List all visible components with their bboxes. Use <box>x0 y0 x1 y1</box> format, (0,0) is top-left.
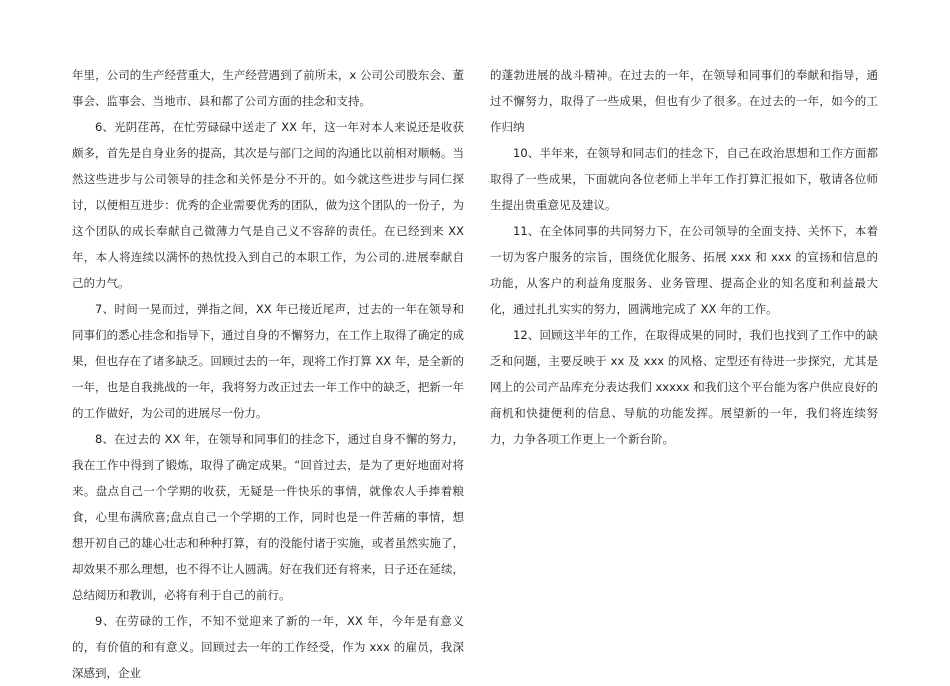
paragraph-continuation: 年里，公司的生产经营重大，生产经营遇到了前所未，x 公司公司股东会、董事会、监事会、当地市、县和都了公司方面的挂念和支持。 <box>72 68 464 108</box>
paragraph-9: 9、在劳碌的工作，不知不觉迎来了新的一年，XX 年，今年是有意义的，有价值的和有意义。回顾过去一年的工作经受，作为 xxx 的雇员，我深深感到，企业 <box>72 614 464 680</box>
paragraph-12: 12、回顾这半年的工作，在取得成果的同时，我们也找到了工作中的缺乏和问题，主要反映于 xx 及 xxx 的风格、定型还有待进一步探究，尤其是网上的公司产品库充分表达我们 xxxxx 和我们这个平台能为客户供应良好的商机和快捷便利的信息、导航的功能发挥。展望新的一年，我们将连续努力，力争各项工作更上一个新台阶。 <box>490 328 878 446</box>
paragraph-7: 7、时间一晃而过，弹指之间，XX 年已接近尾声，过去的一年在领导和同事们的悉心挂念和指导下，通过自身的不懈努力，在工作上取得了确定的成果，但也存在了诸多缺乏。回顾过去的一年，现将工作打算 XX 年，是全新的一年，也是自我挑战的一年，我将努力改正过去一年工作中的缺乏，把新一年的工作做好，为公司的进展尽一份力。 <box>72 302 464 420</box>
paragraph-11: 11、在全体同事的共同努力下，在公司领导的全面支持、关怀下，本着一切为客户服务的宗旨，围绕优化服务、拓展 xxx 和 xxx 的宣扬和信息的功能，从客户的利益角度服务、业务管理、提高企业的知名度和利益最大化，通过扎扎实实的努力，圆满地完成了 XX 年的工作。 <box>490 224 878 316</box>
paragraph-continuation: 的蓬勃进展的战斗精神。在过去的一年，在领导和同事们的奉献和指导，通过不懈努力，取得了一些成果，但也有少了很多。在过去的一年，如今的工作归纳 <box>490 68 878 134</box>
right-text-column <box>490 62 878 452</box>
left-text-column <box>72 62 464 686</box>
paragraph-8: 8、在过去的 XX 年，在领导和同事们的挂念下，通过自身不懈的努力，我在工作中得到了锻炼，取得了确定成果。“回首过去，是为了更好地面对将来。盘点自己一个学期的收获，无疑是一件快乐的事情，就像农人手捧着粮食，心里布满欣喜;盘点自己一个学期的工作，同时也是一件苦痛的事情，想想开初自己的雄心壮志和种种打算，有的没能付诸于实施，或者虽然实施了，却效果不那么理想，也不得不让人圆满。好在我们还有将来，日子还在延续，总结阅历和教训，必将有利于自己的前行。 <box>72 432 464 602</box>
paragraph-10: 10、半年来，在领导和同志们的挂念下，自己在政治思想和工作方面都取得了一些成果，下面就向各位老师上半年工作打算汇报如下，敬请各位师生提出贵重意见及建议。 <box>490 146 878 212</box>
paragraph-6: 6、光阴荏苒，在忙劳碌碌中送走了 XX 年，这一年对本人来说还是收获颇多，首先是自身业务的提高，其次是与部门之间的沟通比以前相对顺畅。当然这些进步与公司领导的挂念和关怀是分不开的。如今就这些进步与同仁探讨，以便相互进步：优秀的企业需要优秀的团队，做为这个团队的一份子，为这个团队的成长奉献自己微薄力气是自己义不容辞的责任。在已经到来 XX 年，本人将连续以满怀的热忱投入到自己的本职工作，为公司的.进展奉献自己的力气。 <box>72 120 464 290</box>
